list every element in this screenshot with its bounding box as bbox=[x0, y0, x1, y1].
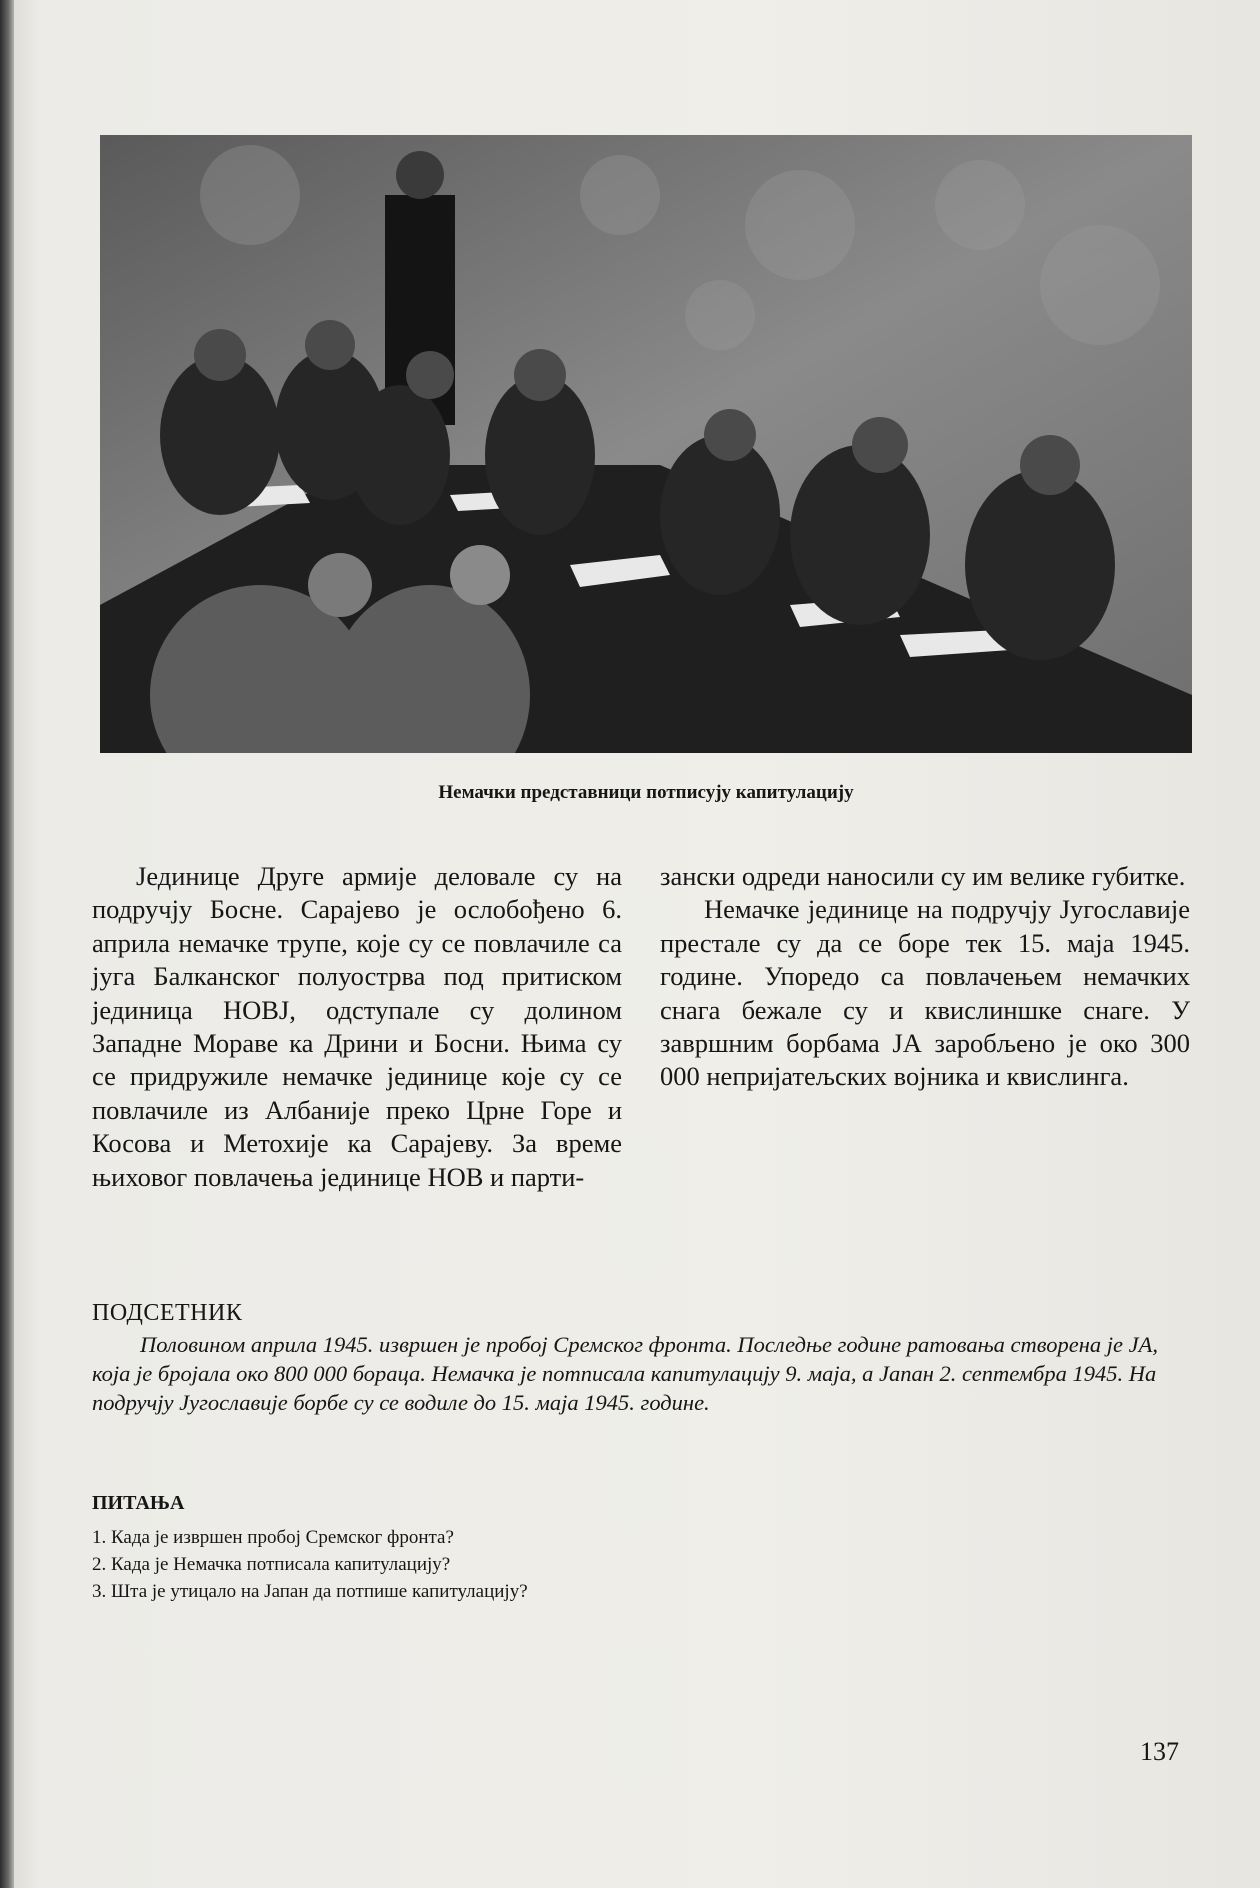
photo-illustration bbox=[100, 135, 1192, 753]
questions-list bbox=[92, 1524, 528, 1605]
right-column bbox=[660, 860, 1190, 1094]
left-column bbox=[92, 860, 622, 1194]
book-spine-shadow bbox=[0, 0, 14, 1888]
question-item: 2. Када је Немачка потписала капитулацију? bbox=[92, 1554, 451, 1575]
page-number: 137 bbox=[1140, 1737, 1179, 1766]
reminder-text: Половином априла 1945. извршен је пробој Сремског фронта. Последње године ратовања створена је ЈА, која је бројала око 800 000 бораца. Немачка је потписала капитулацију 9. маја, а Јапан 2. септембра 1945. На подручју Југославије борбе су се водиле до 15. маја 1945. године. bbox=[92, 1332, 1158, 1415]
photo-caption: Немачки представници потписују капитулацију bbox=[438, 782, 854, 803]
paragraph: Јединице Друге армије деловале су на подручју Босне. Сарајево је ослобођено 6. априла немачке трупе, које су се повлачиле са југа Балканског полуострва под притиском јединица НОВЈ, одступале су долином Западне Мораве ка Дрини и Босни. Њима су се придружиле немачке јединице које су се повлачиле из Албаније преко Црне Горе и Косова и Метохије ка Сарајеву. За време њиховог повлачења јединице НОВ и парти- bbox=[92, 861, 622, 1192]
reminder-heading: ПОДСЕТНИК bbox=[92, 1300, 243, 1326]
question-item: 1. Када је извршен пробој Сремског фронта? bbox=[92, 1527, 454, 1548]
question-item: 3. Шта је утицало на Јапан да потпише капитулацију? bbox=[92, 1581, 528, 1602]
paragraph: Немачке јединице на подручју Југославије престале су да се боре тек 15. маја 1945. године. Упоредо са повлачењем немачких снага бежале су и квислиншке снаге. У завршним борбама ЈА заробљено је око 300 000 непријатељских војника и квислинга. bbox=[660, 894, 1190, 1092]
paragraph-continuation: зански одреди наносили су им велике губитке. bbox=[660, 861, 1186, 891]
photo-surrender-signing bbox=[100, 135, 1192, 753]
questions-heading: ПИТАЊА bbox=[92, 1492, 185, 1514]
